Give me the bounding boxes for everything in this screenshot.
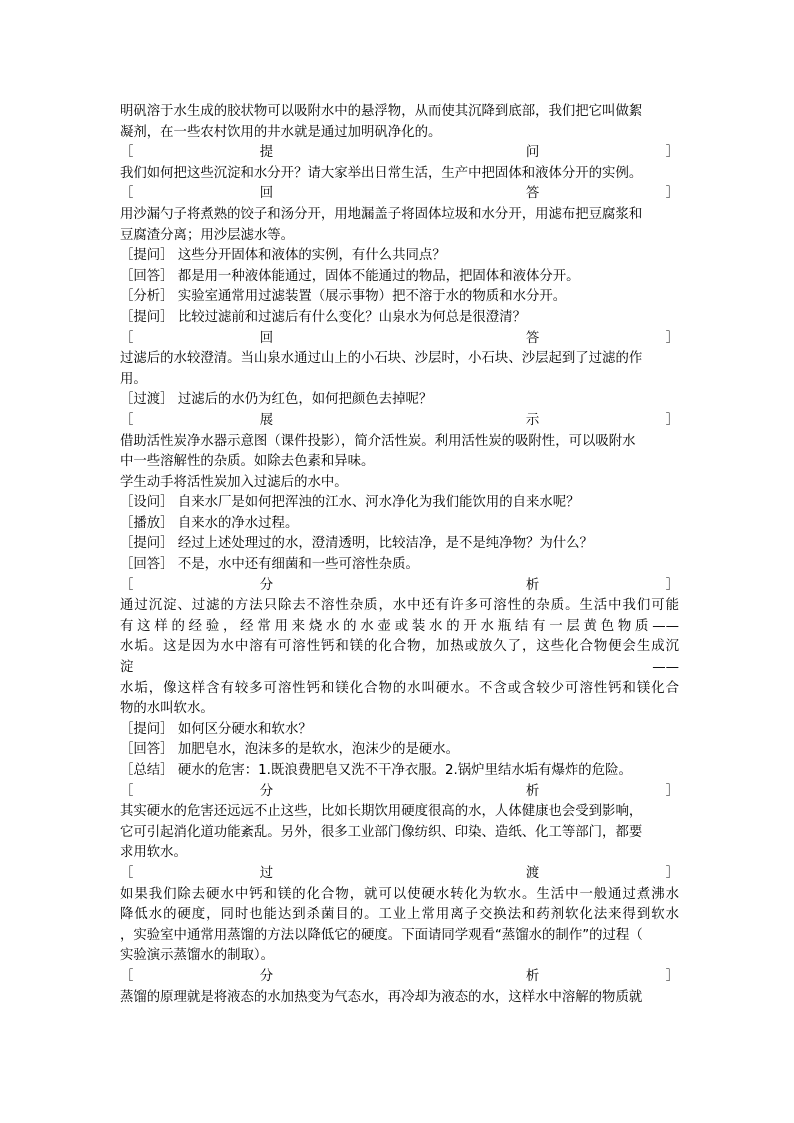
- text-line: ［过渡］ 过滤后的水仍为红色，如何把颜色去掉呢？: [120, 392, 433, 408]
- text-line: 豆腐渣分离；用沙层滤水等。: [120, 227, 295, 243]
- heading-char: 回: [259, 186, 274, 202]
- bracket-open: ［: [120, 783, 134, 799]
- heading-char: 答: [525, 330, 540, 346]
- section-heading: [120, 967, 679, 988]
- bracket-open: ［: [120, 330, 134, 346]
- heading-char: 展: [259, 412, 274, 428]
- text-line: ［回答］ 都是用一种液体能通过，固体不能通过的物品，把固体和液体分开。: [120, 268, 580, 284]
- bracket-close: ］: [665, 968, 679, 984]
- text-line: 中一些溶解性的杂质。如除去色素和异味。: [120, 454, 375, 470]
- document-body: [120, 102, 679, 1008]
- heading-char: 分: [259, 968, 274, 984]
- text-line: 过滤后的水较澄清。当山泉水通过山上的小石块、沙层时，小石块、沙层起到了过滤的作: [120, 351, 643, 367]
- heading-char: 析: [525, 783, 540, 799]
- bracket-close: ］: [665, 330, 679, 346]
- text-line: ［提问］ 这些分开固体和液体的实例，有什么共同点？: [120, 248, 446, 264]
- bracket-close: ］: [665, 577, 679, 593]
- section-heading: [120, 184, 679, 205]
- text-line: 物的水叫软水。: [120, 701, 214, 717]
- text-line: ［回答］ 不是，水中还有细菌和一些可溶性杂质。: [120, 557, 419, 573]
- bracket-close: ］: [665, 186, 679, 202]
- section-heading: [120, 143, 679, 164]
- section-heading: [120, 864, 679, 885]
- section-heading: [120, 411, 679, 432]
- text-line: ［提问］ 比较过滤前和过滤后有什么变化？山泉水为何总是很澄清？: [120, 309, 526, 325]
- text-line: 求用软水。: [120, 845, 187, 861]
- section-heading: [120, 329, 679, 350]
- text-line: 借助活性炭净水器示意图（课件投影），简介活性炭。利用活性炭的吸附性，可以吸附水: [120, 433, 636, 449]
- text-line: 它可引起消化道功能紊乱。另外，很多工业部门像纺织、印染、造纸、化工等部门，都要: [120, 824, 643, 840]
- heading-char: 答: [525, 186, 540, 202]
- text-line: ［回答］ 加肥皂水，泡沫多的是软水，泡沫少的是硬水。: [120, 742, 460, 758]
- heading-char: 提: [259, 145, 274, 161]
- bracket-open: ［: [120, 577, 134, 593]
- text-line: ［分析］ 实验室通常用过滤装置（展示事物）把不溶于水的物质和水分开。: [120, 289, 567, 305]
- text-fragment: 淀: [120, 660, 134, 676]
- section-heading: [120, 782, 679, 803]
- bracket-open: ［: [120, 865, 134, 881]
- text-fragment: ——: [652, 660, 679, 676]
- heading-char: 分: [259, 783, 274, 799]
- text-line: 蒸馏的原理就是将液态的水加热变为气态水，再冷却为液态的水，这样水中溶解的物质就: [120, 989, 643, 1005]
- heading-char: 回: [259, 330, 274, 346]
- text-line: ［播放］ 自来水的净水过程。: [120, 515, 299, 531]
- bracket-open: ［: [120, 412, 134, 428]
- text-line: ［提问］ 如何区分硬水和软水？: [120, 721, 312, 737]
- bracket-open: ［: [120, 968, 134, 984]
- text-line: 水垢，像这样含有较多可溶性钙和镁化合物的水叫硬水。不含或含较少可溶性钙和镁化合: [120, 680, 679, 696]
- text-line: ［总结］ 硬水的危害：1.既浪费肥皂又洗不干净衣服。2.锅炉里结水垢有爆炸的危险。: [120, 763, 632, 778]
- text-line: 通过沉淀、过滤的方法只除去不溶性杂质，水中还有许多可溶性的杂质。生活中我们可能: [120, 598, 679, 614]
- text-line: 学生动手将活性炭加入过滤后的水中。: [120, 474, 348, 490]
- bracket-close: ］: [665, 783, 679, 799]
- text-line: 水垢。这是因为水中溶有可溶性钙和镁的化合物，加热或放久了，这些化合物便会生成沉: [120, 639, 679, 655]
- heading-char: 问: [525, 145, 540, 161]
- heading-char: 过: [259, 865, 274, 881]
- text-line: 其实硬水的危害还远远不止这些，比如长期饮用硬度很高的水，人体健康也会受到影响，: [120, 804, 643, 820]
- text-line: 实验演示蒸馏水的制取）。: [120, 948, 274, 964]
- bracket-close: ］: [665, 412, 679, 428]
- text-line: 降低水的硬度，同时也能达到杀菌目的。工业上常用离子交换法和药剂软化法来得到软水: [120, 907, 679, 923]
- text-line: ［设问］ 自来水厂是如何把浑浊的江水、河水净化为我们能饮用的自来水呢？: [120, 495, 580, 511]
- heading-char: 渡: [525, 865, 540, 881]
- text-line: 凝剂，在一些农村饮用的井水就是通过加明矾净化的。: [120, 124, 442, 140]
- text-line: 用。: [120, 371, 147, 387]
- text-line: 如果我们除去硬水中钙和镁的化合物，就可以使硬水转化为软水。生活中一般通过煮沸水: [120, 886, 679, 902]
- heading-char: 示: [525, 412, 540, 428]
- text-line: 用沙漏勺子将煮熟的饺子和汤分开，用地漏盖子将固体垃圾和水分开，用滤布把豆腐浆和: [120, 206, 643, 222]
- bracket-open: ［: [120, 186, 134, 202]
- text-line: [120, 658, 679, 679]
- bracket-close: ］: [665, 865, 679, 881]
- text-line: 我们如何把这些沉淀和水分开？请大家举出日常生活，生产中把固体和液体分开的实例。: [120, 165, 643, 181]
- heading-char: 析: [525, 968, 540, 984]
- text-line: 有这样的经验，经常用来烧水的水壶或装水的开水瓶结有一层黄色物质——: [120, 618, 679, 634]
- section-heading: [120, 576, 679, 597]
- text-line: 明矾溶于水生成的胶状物可以吸附水中的悬浮物，从而使其沉降到底部，我们把它叫做絮: [120, 104, 643, 119]
- bracket-open: ［: [120, 145, 134, 161]
- bracket-close: ］: [665, 145, 679, 161]
- heading-char: 分: [259, 577, 274, 593]
- text-line: ，实验室中通常用蒸馏的方法以降低它的硬度。下面请同学观看“蒸馏水的制作”的过程（: [120, 927, 643, 943]
- heading-char: 析: [525, 577, 540, 593]
- text-line: ［提问］ 经过上述处理过的水，澄清透明，比较洁净，是不是纯净物？为什么？: [120, 536, 593, 552]
